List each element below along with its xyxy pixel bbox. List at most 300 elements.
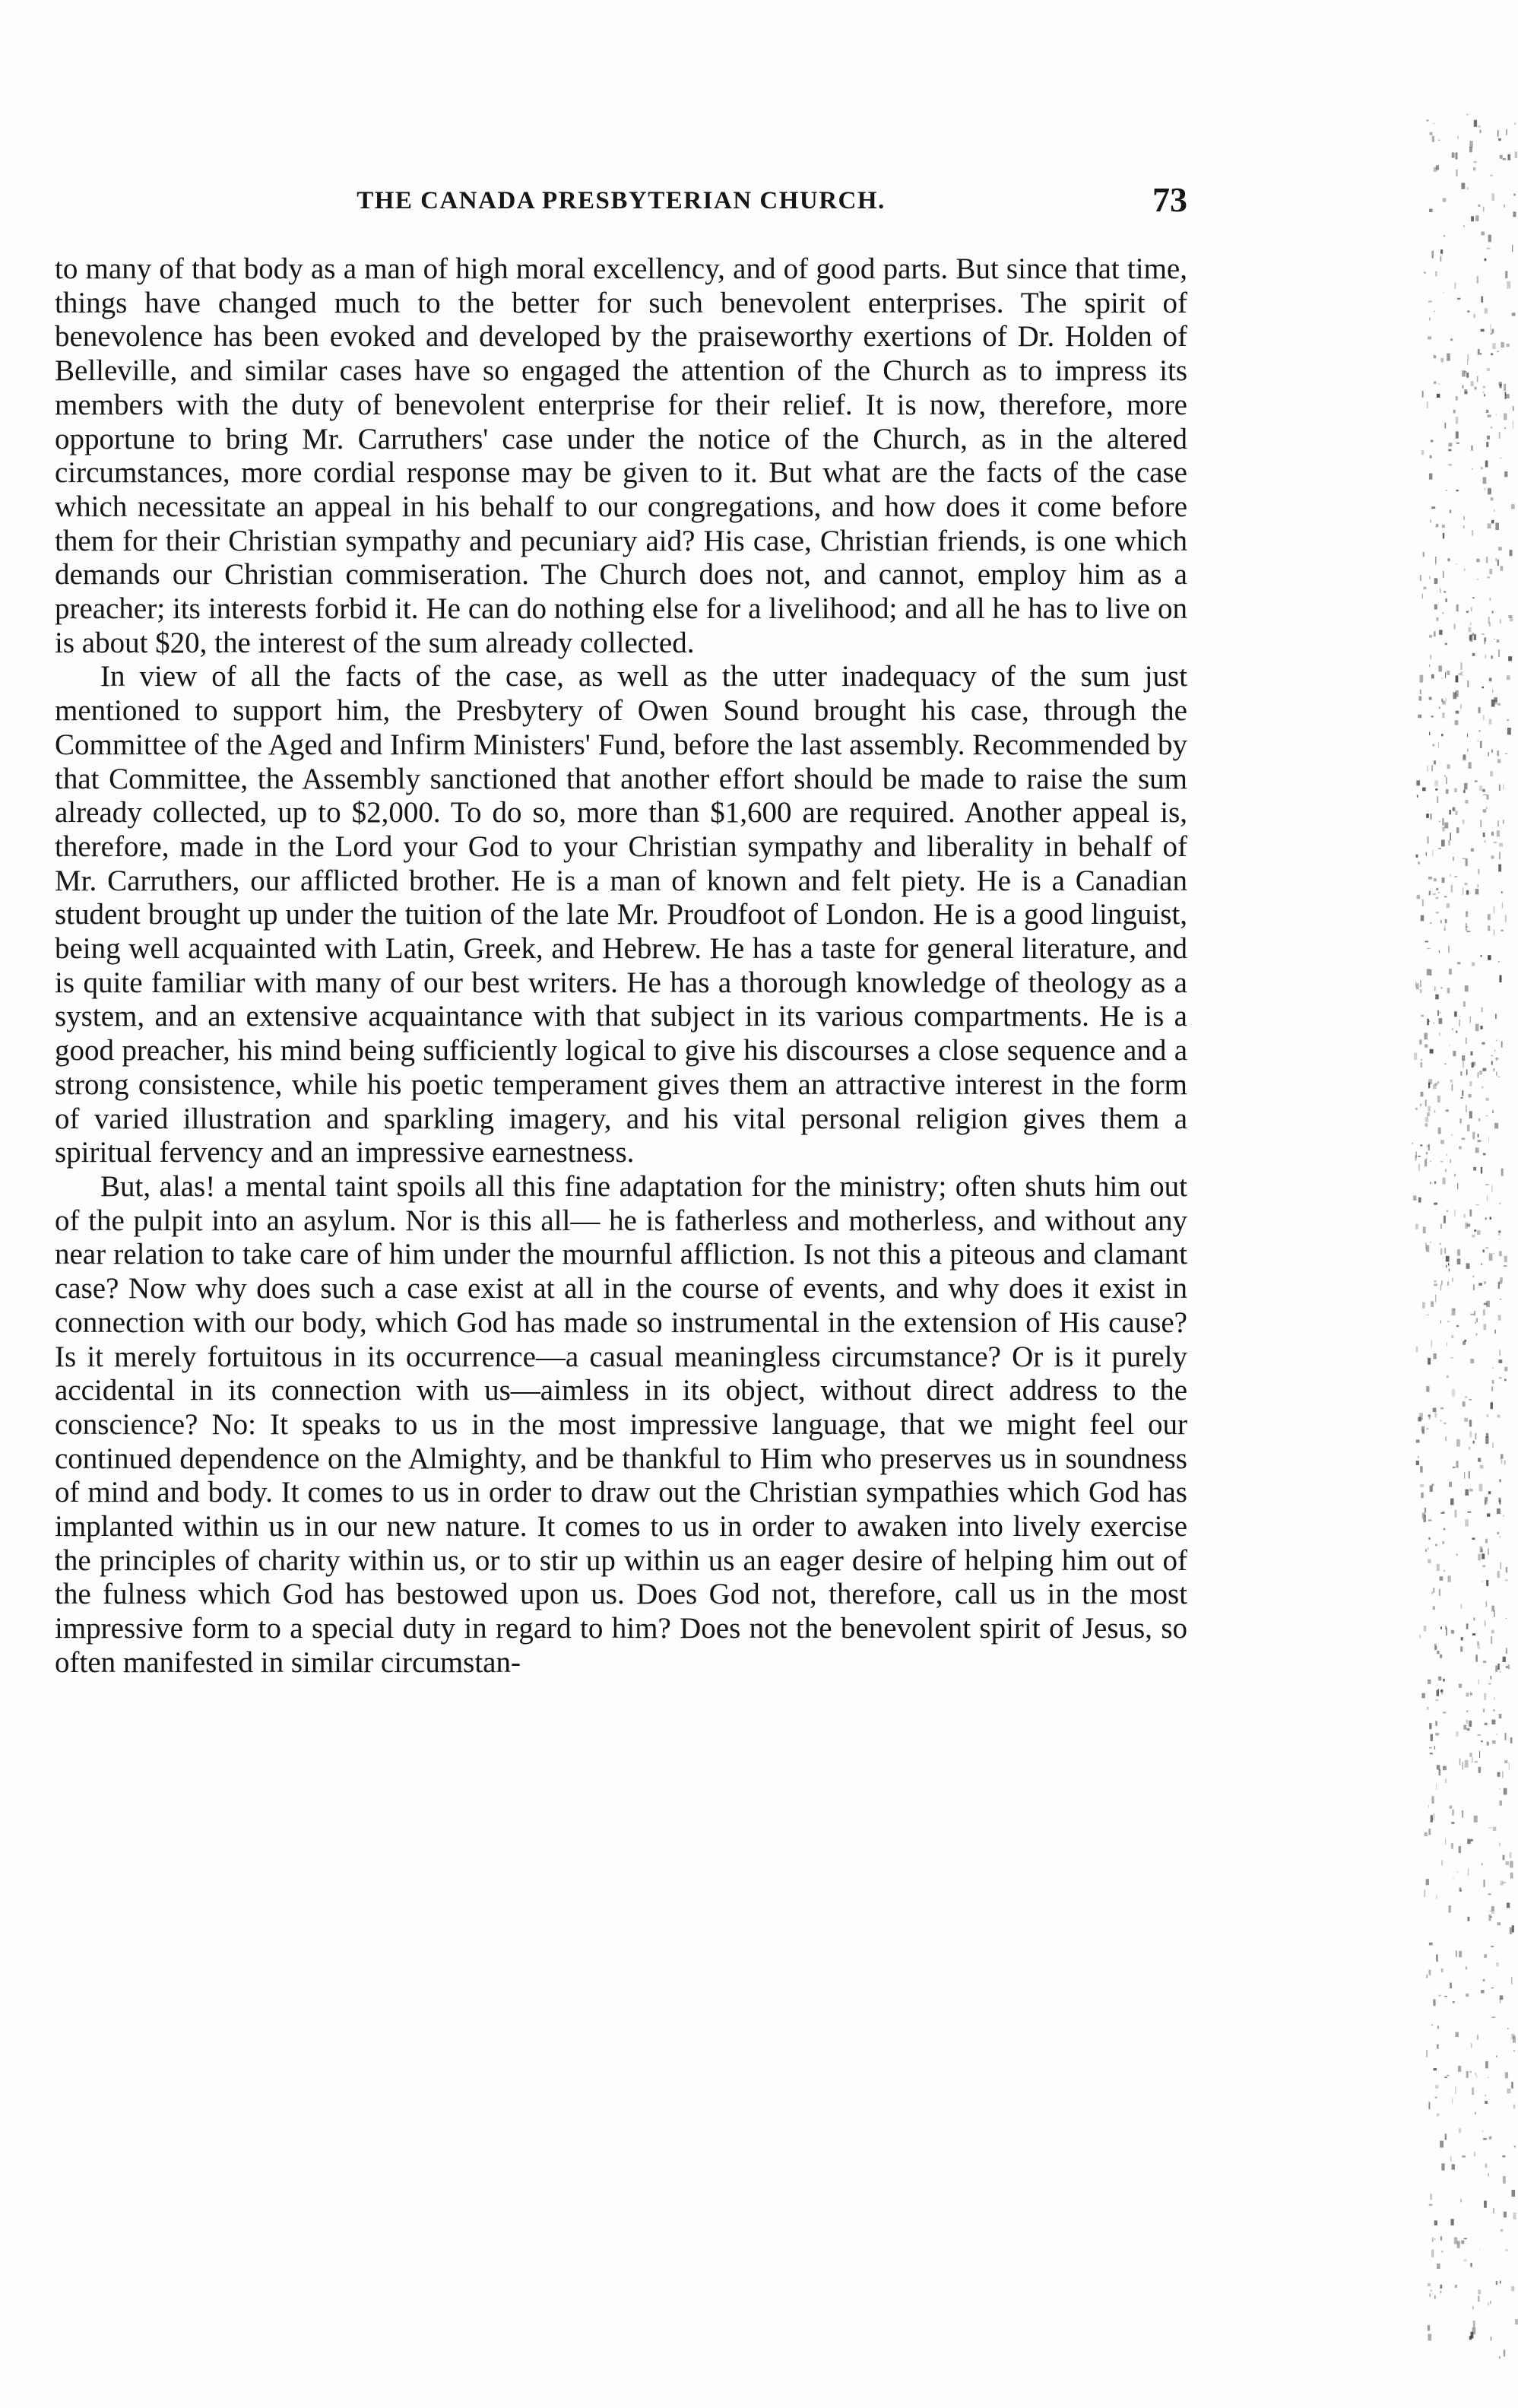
scan-speck [1461, 2199, 1462, 2203]
scan-speck [1430, 455, 1432, 458]
scan-speck [1489, 2137, 1491, 2140]
scan-speck [1443, 533, 1444, 539]
scan-speck [1496, 414, 1497, 416]
scan-speck [1445, 1169, 1447, 1172]
scan-speck [1431, 1796, 1434, 1804]
scan-speck [1450, 874, 1451, 877]
scan-speck [1466, 1994, 1469, 1997]
scan-speck [1513, 2213, 1516, 2219]
scan-speck [1437, 1096, 1440, 1102]
scan-speck [1435, 563, 1436, 566]
scan-speck [1426, 814, 1429, 818]
scan-speck [1493, 2208, 1494, 2213]
scan-speck [1505, 271, 1507, 278]
scan-speck [1505, 2072, 1508, 2078]
scan-speck [1433, 1408, 1437, 1412]
scan-speck [1465, 1490, 1469, 1496]
scan-speck [1429, 209, 1433, 212]
scan-speck [1504, 1460, 1506, 1464]
scan-speck [1434, 631, 1436, 636]
scan-speck [1487, 436, 1490, 439]
scan-speck [1488, 2173, 1489, 2177]
scan-speck [1425, 1508, 1426, 1513]
scan-speck [1513, 211, 1516, 217]
scan-speck [1424, 272, 1426, 274]
scan-speck [1422, 594, 1424, 599]
scan-speck [1428, 1547, 1429, 1550]
scan-speck [1489, 677, 1492, 681]
scan-speck [1438, 848, 1441, 849]
scan-speck [1481, 1990, 1485, 1993]
scan-speck [1452, 153, 1455, 158]
scan-speck [1491, 1630, 1494, 1634]
scan-speck [1429, 474, 1433, 480]
scan-speck [1491, 1386, 1493, 1391]
scan-speck [1466, 1105, 1467, 1112]
scan-speck [1434, 1746, 1435, 1750]
scan-speck [1484, 1303, 1488, 1306]
scan-speck [1440, 1161, 1444, 1162]
scan-speck [1463, 525, 1465, 528]
scan-speck [1463, 385, 1464, 389]
scan-speck [1454, 1309, 1456, 1310]
scan-speck [1465, 1396, 1467, 1398]
scan-speck [1498, 961, 1499, 963]
scan-speck [1428, 1680, 1431, 1684]
scan-speck [1494, 697, 1497, 702]
scan-speck [1460, 704, 1462, 709]
scan-speck [1431, 2250, 1434, 2257]
scan-speck [1466, 1966, 1467, 1969]
scan-speck [1474, 1229, 1476, 1232]
scan-speck [1437, 2114, 1440, 2117]
scan-speck [1446, 1256, 1450, 1262]
scan-speck [1421, 915, 1424, 922]
scan-speck [1448, 1480, 1449, 1481]
scan-speck [1499, 843, 1503, 847]
scan-speck [1434, 760, 1436, 764]
scan-speck [1480, 130, 1482, 133]
scan-speck [1486, 442, 1488, 447]
scan-speck [1443, 1679, 1445, 1682]
scan-speck [1490, 771, 1493, 776]
scan-speck [1446, 789, 1449, 794]
scan-speck [1433, 893, 1436, 895]
scan-speck [1472, 2088, 1474, 2095]
scan-speck [1478, 1118, 1480, 1122]
scan-speck [1443, 612, 1444, 614]
scan-speck [1473, 1441, 1475, 1444]
scan-speck [1465, 1519, 1469, 1526]
scan-speck [1486, 1601, 1488, 1607]
scan-speck [1485, 1217, 1487, 1220]
scan-speck [1438, 1995, 1440, 1997]
scan-speck [1482, 1087, 1483, 1089]
scan-speck [1434, 1182, 1436, 1185]
scan-speck [1504, 1788, 1507, 1795]
scan-speck [1512, 313, 1516, 316]
scan-speck [1506, 1567, 1507, 1572]
scan-speck [1468, 627, 1471, 632]
scan-speck [1454, 624, 1456, 630]
scan-speck [1438, 1677, 1441, 1680]
scan-speck [1478, 730, 1480, 732]
scan-speck [1497, 1571, 1501, 1578]
scan-speck [1492, 2017, 1496, 2018]
scan-speck [1504, 2349, 1505, 2356]
scan-speck [1451, 1630, 1454, 1634]
scan-speck [1453, 410, 1456, 414]
scan-speck [1443, 1178, 1446, 1185]
scan-speck [1492, 1720, 1496, 1724]
scan-speck [1483, 386, 1485, 389]
scan-speck [1475, 2112, 1476, 2115]
scan-speck [1434, 1110, 1436, 1113]
scan-speck [1449, 443, 1453, 447]
scan-speck [1482, 392, 1484, 393]
scan-speck [1456, 443, 1459, 444]
scan-speck [1506, 1861, 1509, 1865]
scan-speck [1485, 461, 1488, 468]
scan-speck [1447, 988, 1450, 993]
scan-speck [1437, 2026, 1439, 2029]
scan-speck [1494, 842, 1497, 843]
scan-speck [1434, 382, 1436, 384]
scan-speck [1487, 1742, 1489, 1746]
scan-speck [1440, 2141, 1444, 2148]
scan-speck [1473, 1167, 1476, 1171]
scan-speck [1434, 1283, 1437, 1286]
scan-speck [1435, 1721, 1437, 1726]
scan-speck [1481, 1167, 1482, 1174]
scan-speck [1503, 1657, 1506, 1662]
scan-speck [1497, 560, 1499, 566]
scan-speck [1428, 1144, 1430, 1150]
scan-speck [1428, 2325, 1430, 2330]
scan-speck [1496, 2055, 1497, 2057]
scan-speck [1472, 2306, 1474, 2309]
scan-speck [1420, 690, 1421, 695]
scan-speck [1484, 2200, 1487, 2207]
scan-speck [1481, 232, 1485, 236]
scan-speck [1420, 675, 1424, 683]
scan-speck [1510, 1852, 1512, 1858]
scan-speck [1492, 1443, 1493, 1448]
scan-speck [1446, 1628, 1447, 1635]
scan-speck [1494, 1123, 1498, 1129]
scan-speck [1455, 1510, 1457, 1518]
scan-speck [1466, 1720, 1468, 1724]
scan-speck [1511, 1977, 1512, 1984]
scan-speck [1467, 1839, 1471, 1845]
scan-speck [1472, 530, 1473, 536]
scan-speck [1440, 1626, 1442, 1629]
scan-speck [1470, 623, 1472, 625]
scan-speck [1468, 1869, 1469, 1877]
scan-speck [1472, 1132, 1475, 1140]
scan-speck [1507, 719, 1509, 721]
scan-speck [1436, 1955, 1437, 1961]
scan-speck [1507, 2028, 1509, 2029]
scan-speck [1504, 414, 1507, 420]
scan-speck [1425, 1160, 1427, 1167]
scan-speck [1427, 969, 1430, 975]
scan-speck [1426, 852, 1427, 856]
scan-speck [1465, 985, 1469, 991]
scan-speck [1475, 889, 1479, 895]
scan-speck [1415, 1108, 1418, 1110]
scan-speck [1430, 655, 1431, 659]
scan-speck [1429, 1417, 1431, 1420]
scan-speck [1440, 1224, 1442, 1229]
scan-speck [1480, 741, 1482, 748]
scan-speck [1485, 655, 1487, 658]
scan-speck [1487, 1195, 1488, 1201]
scan-speck [1481, 297, 1483, 303]
scan-speck [1503, 820, 1504, 823]
scan-speck [1477, 884, 1478, 887]
scan-speck [1444, 925, 1445, 931]
scan-speck [1442, 818, 1444, 826]
scan-speck [1475, 1147, 1479, 1153]
scan-speck [1442, 525, 1445, 528]
scan-speck [1422, 788, 1426, 792]
scan-speck [1431, 1815, 1433, 1822]
scan-speck [1430, 922, 1432, 924]
scan-speck [1435, 271, 1437, 277]
scan-speck [1418, 1164, 1420, 1171]
scan-speck [1471, 446, 1473, 451]
scan-speck [1452, 2164, 1455, 2169]
scan-speck [1491, 1403, 1494, 1410]
scan-speck [1440, 920, 1442, 924]
scan-speck [1429, 697, 1432, 700]
scan-speck [1462, 1138, 1466, 1140]
scan-speck [1491, 750, 1493, 753]
scan-speck [1485, 259, 1487, 261]
scan-speck [1490, 598, 1491, 601]
scan-speck [1479, 1071, 1482, 1074]
scan-speck [1490, 324, 1491, 332]
scan-speck [1448, 1263, 1449, 1266]
scan-speck [1470, 1017, 1471, 1023]
scan-speck [1428, 2283, 1431, 2286]
scan-speck [1459, 1846, 1461, 1853]
scan-speck [1498, 1230, 1501, 1233]
scan-speck [1429, 891, 1431, 896]
scan-speck [1448, 464, 1452, 466]
scan-speck [1469, 147, 1472, 152]
scan-speck [1499, 1842, 1501, 1846]
scan-speck [1440, 987, 1443, 988]
scan-speck [1465, 1760, 1469, 1768]
scan-speck [1488, 235, 1491, 243]
scan-speck [1427, 948, 1431, 949]
scan-speck [1421, 1062, 1423, 1068]
scan-speck [1460, 662, 1462, 670]
scan-speck [1426, 1158, 1427, 1160]
scan-speck [1467, 748, 1469, 751]
scan-speck [1487, 368, 1490, 371]
scan-speck [1486, 1580, 1488, 1586]
scan-speck [1497, 1772, 1501, 1777]
scan-speck [1479, 1751, 1480, 1758]
scan-speck [1434, 1203, 1437, 1205]
scan-speck [1450, 1160, 1452, 1163]
scan-speck [1504, 2212, 1507, 2218]
scan-speck [1425, 1123, 1428, 1127]
scan-speck [1495, 523, 1499, 531]
scan-speck [1504, 1379, 1507, 1382]
scan-speck [1426, 2050, 1427, 2057]
scan-speck [1440, 2291, 1442, 2294]
scan-speck [1428, 1106, 1431, 1112]
scan-speck [1429, 1943, 1433, 1946]
scan-speck [1501, 342, 1504, 347]
scan-speck [1502, 903, 1503, 908]
scan-speck [1445, 598, 1447, 602]
scan-speck [1438, 665, 1442, 671]
scan-speck [1451, 1843, 1453, 1849]
scan-speck [1500, 1299, 1501, 1300]
scan-speck [1455, 811, 1457, 815]
scan-speck [1467, 734, 1468, 737]
scan-speck [1430, 1182, 1431, 1184]
scan-speck [1491, 329, 1494, 334]
scan-speck [1507, 675, 1510, 680]
scan-speck [1429, 576, 1430, 579]
scan-speck [1472, 1633, 1475, 1635]
scan-speck [1451, 1822, 1454, 1824]
scan-speck [1451, 885, 1453, 893]
scan-speck [1466, 1223, 1470, 1226]
scan-speck [1418, 1456, 1419, 1458]
scan-speck [1439, 1018, 1443, 1024]
page-number: 73 [1152, 180, 1187, 219]
scan-speck [1456, 1950, 1457, 1957]
scan-speck [1431, 674, 1434, 679]
scan-speck [1492, 611, 1494, 614]
scan-speck [1491, 832, 1494, 836]
scan-speck [1435, 557, 1437, 563]
scan-speck [1463, 516, 1465, 520]
scan-speck [1464, 2259, 1467, 2261]
scan-speck [1435, 2097, 1437, 2099]
scan-speck [1484, 394, 1485, 396]
scan-speck [1447, 1375, 1449, 1378]
scan-speck [1420, 1104, 1421, 1106]
scan-speck [1498, 138, 1501, 141]
scan-speck [1491, 1946, 1494, 1947]
scan-speck [1445, 423, 1447, 429]
scan-speck [1501, 1169, 1504, 1176]
scan-speck [1420, 1484, 1424, 1487]
scan-speck [1489, 1254, 1493, 1261]
scan-speck [1454, 1174, 1456, 1177]
scan-speck [1491, 1185, 1492, 1192]
scan-speck [1497, 703, 1501, 706]
scan-speck [1484, 638, 1485, 645]
scan-speck [1475, 215, 1478, 221]
scan-speck [1470, 1314, 1474, 1315]
scan-speck [1434, 878, 1437, 881]
scan-speck [1467, 1728, 1470, 1731]
scan-speck [1429, 317, 1430, 320]
scan-speck [1447, 1282, 1449, 1286]
scan-speck [1485, 1539, 1488, 1543]
scan-speck [1452, 1277, 1453, 1281]
scan-speck [1444, 2077, 1447, 2079]
scan-speck [1482, 1007, 1483, 1012]
scan-speck [1504, 1760, 1507, 1763]
scan-speck [1455, 2285, 1457, 2288]
scan-speck [1456, 563, 1458, 565]
scan-speck [1503, 1855, 1505, 1861]
scan-speck [1474, 634, 1477, 640]
scan-speck [1510, 1927, 1512, 1934]
scan-speck [1485, 1115, 1488, 1116]
scan-speck [1450, 1499, 1453, 1505]
scan-speck [1420, 1145, 1422, 1147]
scan-speck [1415, 1224, 1418, 1229]
scan-speck [1466, 114, 1468, 115]
scan-speck [1478, 1134, 1479, 1137]
scan-speck [1498, 1359, 1502, 1363]
scan-speck [1475, 781, 1478, 782]
scan-speck [1500, 155, 1503, 159]
scan-speck [1497, 351, 1498, 352]
scan-speck [1503, 1515, 1504, 1517]
scan-speck [1485, 2061, 1488, 2068]
scan-speck [1483, 1661, 1486, 1663]
scan-speck [1477, 579, 1478, 580]
scan-speck [1496, 1040, 1497, 1042]
scan-speck [1435, 1544, 1437, 1547]
scan-speck [1461, 1097, 1463, 1098]
scan-speck [1431, 765, 1433, 771]
scan-speck [1459, 1951, 1462, 1957]
scan-speck [1436, 1784, 1437, 1790]
scan-speck [1483, 715, 1485, 720]
scan-speck [1464, 1472, 1465, 1479]
scan-speck [1431, 1340, 1432, 1348]
scan-speck [1515, 2319, 1518, 2324]
scan-speck [1428, 1559, 1431, 1564]
scan-speck [1472, 653, 1475, 656]
scan-speck [1453, 692, 1456, 699]
scan-speck [1478, 1283, 1482, 1286]
scan-speck [1421, 1015, 1424, 1017]
scan-speck [1477, 1734, 1480, 1736]
scan-speck [1463, 1001, 1466, 1007]
scan-speck [1480, 1026, 1482, 1030]
scan-speck [1504, 1265, 1507, 1267]
scan-speck [1513, 2050, 1515, 2051]
scan-speck [1416, 780, 1420, 785]
scan-speck [1422, 391, 1424, 398]
scan-speck [1442, 712, 1444, 718]
scan-speck [1466, 1069, 1468, 1075]
scan-speck [1432, 2237, 1433, 2241]
scan-speck [1437, 796, 1438, 803]
scan-speck [1474, 2152, 1475, 2156]
scan-speck [1513, 421, 1514, 429]
scan-speck [1462, 370, 1466, 376]
paragraph-in-view: In view of all the facts of the case, as well as the utter inadequacy of the sum just mentioned to support him, the Presbytery of Owen Sound brought his case, through the Committee of the Aged and Infirm Ministers' Fund, before the last assembly. Recommended by that Committee, the Assembly sanctioned that another effort should be made to raise the sum already collected, up to $2,000. To do so, more than $1,600 are required. Another appeal is, therefore, made in the Lord your God to your Christian sympathy and liberality in behalf of Mr. Carruthers, our afflicted brother. He is a man of known and felt piety. He is a Canadian student brought up under the tuition of the late Mr. Proudfoot of London. He is a good linguist, being well acquainted with Latin, Greek, and Hebrew. He has a taste for general literature, and is quite familiar with many of our best writers. He has a thorough knowledge of theology as a system, and an extensive acquaintance with that subject in its various compartments. He is a good preacher, his mind being sufficiently logical to give his discourses a close sequence and a strong consistence, while his poetic temperament gives them an attractive interest in the form of varied illustration and sparkling imagery, and his vital personal religion gives them a spiritual fervency and an impressive earnestness. [55, 660, 1187, 1169]
scan-speck [1469, 1721, 1472, 1727]
scan-speck [1423, 1226, 1426, 1233]
scan-speck [1497, 1922, 1501, 1925]
